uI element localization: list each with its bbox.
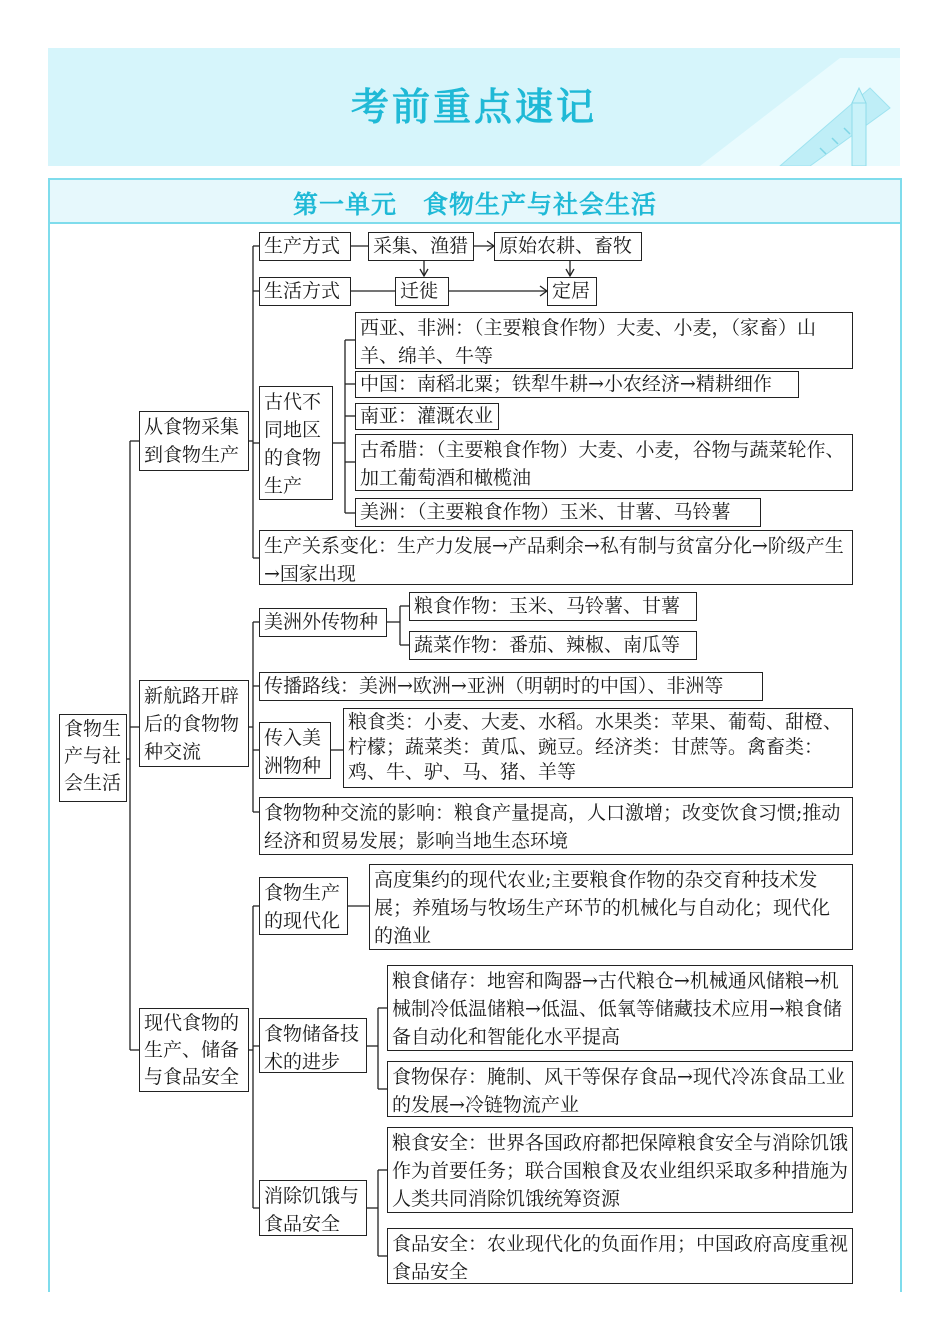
- primitive-farming: 原始农耕、畜牧: [494, 232, 642, 261]
- grain-crops: 粮食作物：玉米、马铃薯、甘薯: [409, 592, 697, 621]
- ancient-regions-label: 古代不同地区的食物生产: [259, 386, 333, 500]
- region-westasia-africa: 西亚、非洲：（主要粮食作物）大麦、小麦，（家畜）山羊、绵羊、牛等: [355, 312, 853, 369]
- food-preservation: 食物保存：腌制、风干等保存食品→现代冷冻食品工业的发展→冷链物流产业: [387, 1061, 853, 1117]
- vegetable-crops: 蔬菜作物：番茄、辣椒、南瓜等: [409, 631, 697, 660]
- unit-bar: [50, 180, 900, 224]
- spread-route: 传播路线：美洲→欧洲→亚洲（明朝时的中国）、非洲等: [259, 672, 763, 701]
- page-title: 考前重点速记: [350, 85, 597, 129]
- gathering-fishing: 采集、渔猎: [368, 232, 474, 261]
- inward-species-label: 传入美洲物种: [259, 722, 331, 779]
- food-safety: 食品安全：农业现代化的负面作用；中国政府高度重视食品安全: [387, 1228, 853, 1284]
- branch-food-collection-to-production: 从食物采集到食物生产: [139, 411, 249, 471]
- storage-tech-label: 食物储备技术的进步: [259, 1018, 367, 1073]
- production-relations: 生产关系变化：生产力发展→产品剩余→私有制与贫富分化→阶级产生→国家出现: [259, 530, 853, 585]
- grain-storage: 粮食储存：地窖和陶器→古代粮仓→机械通风储粮→机械制冷低温储粮→低温、低氧等储藏技术应用→粮食储备自动化和智能化水平提高: [387, 965, 853, 1051]
- hunger-food-safety-label: 消除饥饿与食品安全: [259, 1180, 367, 1236]
- inward-species-detail: 粮食类：小麦、大麦、水稻。水果类：苹果、葡萄、甜橙、柠檬；蔬菜类：黄瓜、豌豆。经济类：甘蔗等。禽畜类：鸡、牛、驴、马、猪、羊等: [343, 708, 853, 788]
- exchange-impact: 食物物种交流的影响：粮食产量提高，人口激增；改变饮食习惯;推动经济和贸易发展；影响当地生态环境: [259, 797, 853, 855]
- modernization-label: 食物生产的现代化: [259, 877, 348, 935]
- region-southasia: 南亚：灌溉农业: [355, 403, 499, 430]
- region-ancient-greece: 古希腊：（主要粮食作物）大麦、小麦，谷物与蔬菜轮作、加工葡萄酒和橄榄油: [355, 434, 853, 491]
- migration: 迁徙: [395, 277, 449, 306]
- lifestyle-label: 生活方式: [259, 277, 351, 306]
- americas-outward-species: 美洲外传物种: [259, 608, 387, 637]
- unit-title: 第一单元 食物生产与社会生活: [292, 190, 657, 219]
- header-banner: [48, 48, 900, 166]
- modernization-detail: 高度集约的现代农业;主要粮食作物的杂交育种技术发展；养殖场与牧场生产环节的机械化与自动化；现代化的渔业: [369, 864, 853, 950]
- settlement: 定居: [547, 277, 597, 306]
- branch-modern-food: 现代食物的生产、储备与食品安全: [139, 1008, 249, 1092]
- production-mode-label: 生产方式: [259, 232, 351, 261]
- region-china: 中国：南稻北粟；铁犁牛耕→小农经济→精耕细作: [355, 371, 799, 398]
- branch-species-exchange: 新航路开辟后的食物物种交流: [139, 680, 249, 767]
- grain-security: 粮食安全：世界各国政府都把保障粮食安全与消除饥饿作为首要任务；联合国粮食及农业组织采取多种措施为人类共同消除饥饿统筹资源: [387, 1127, 853, 1213]
- root-topic: 食物生产与社会生活: [59, 714, 127, 802]
- region-americas: 美洲：（主要粮食作物）玉米、甘薯、马铃薯: [355, 498, 761, 527]
